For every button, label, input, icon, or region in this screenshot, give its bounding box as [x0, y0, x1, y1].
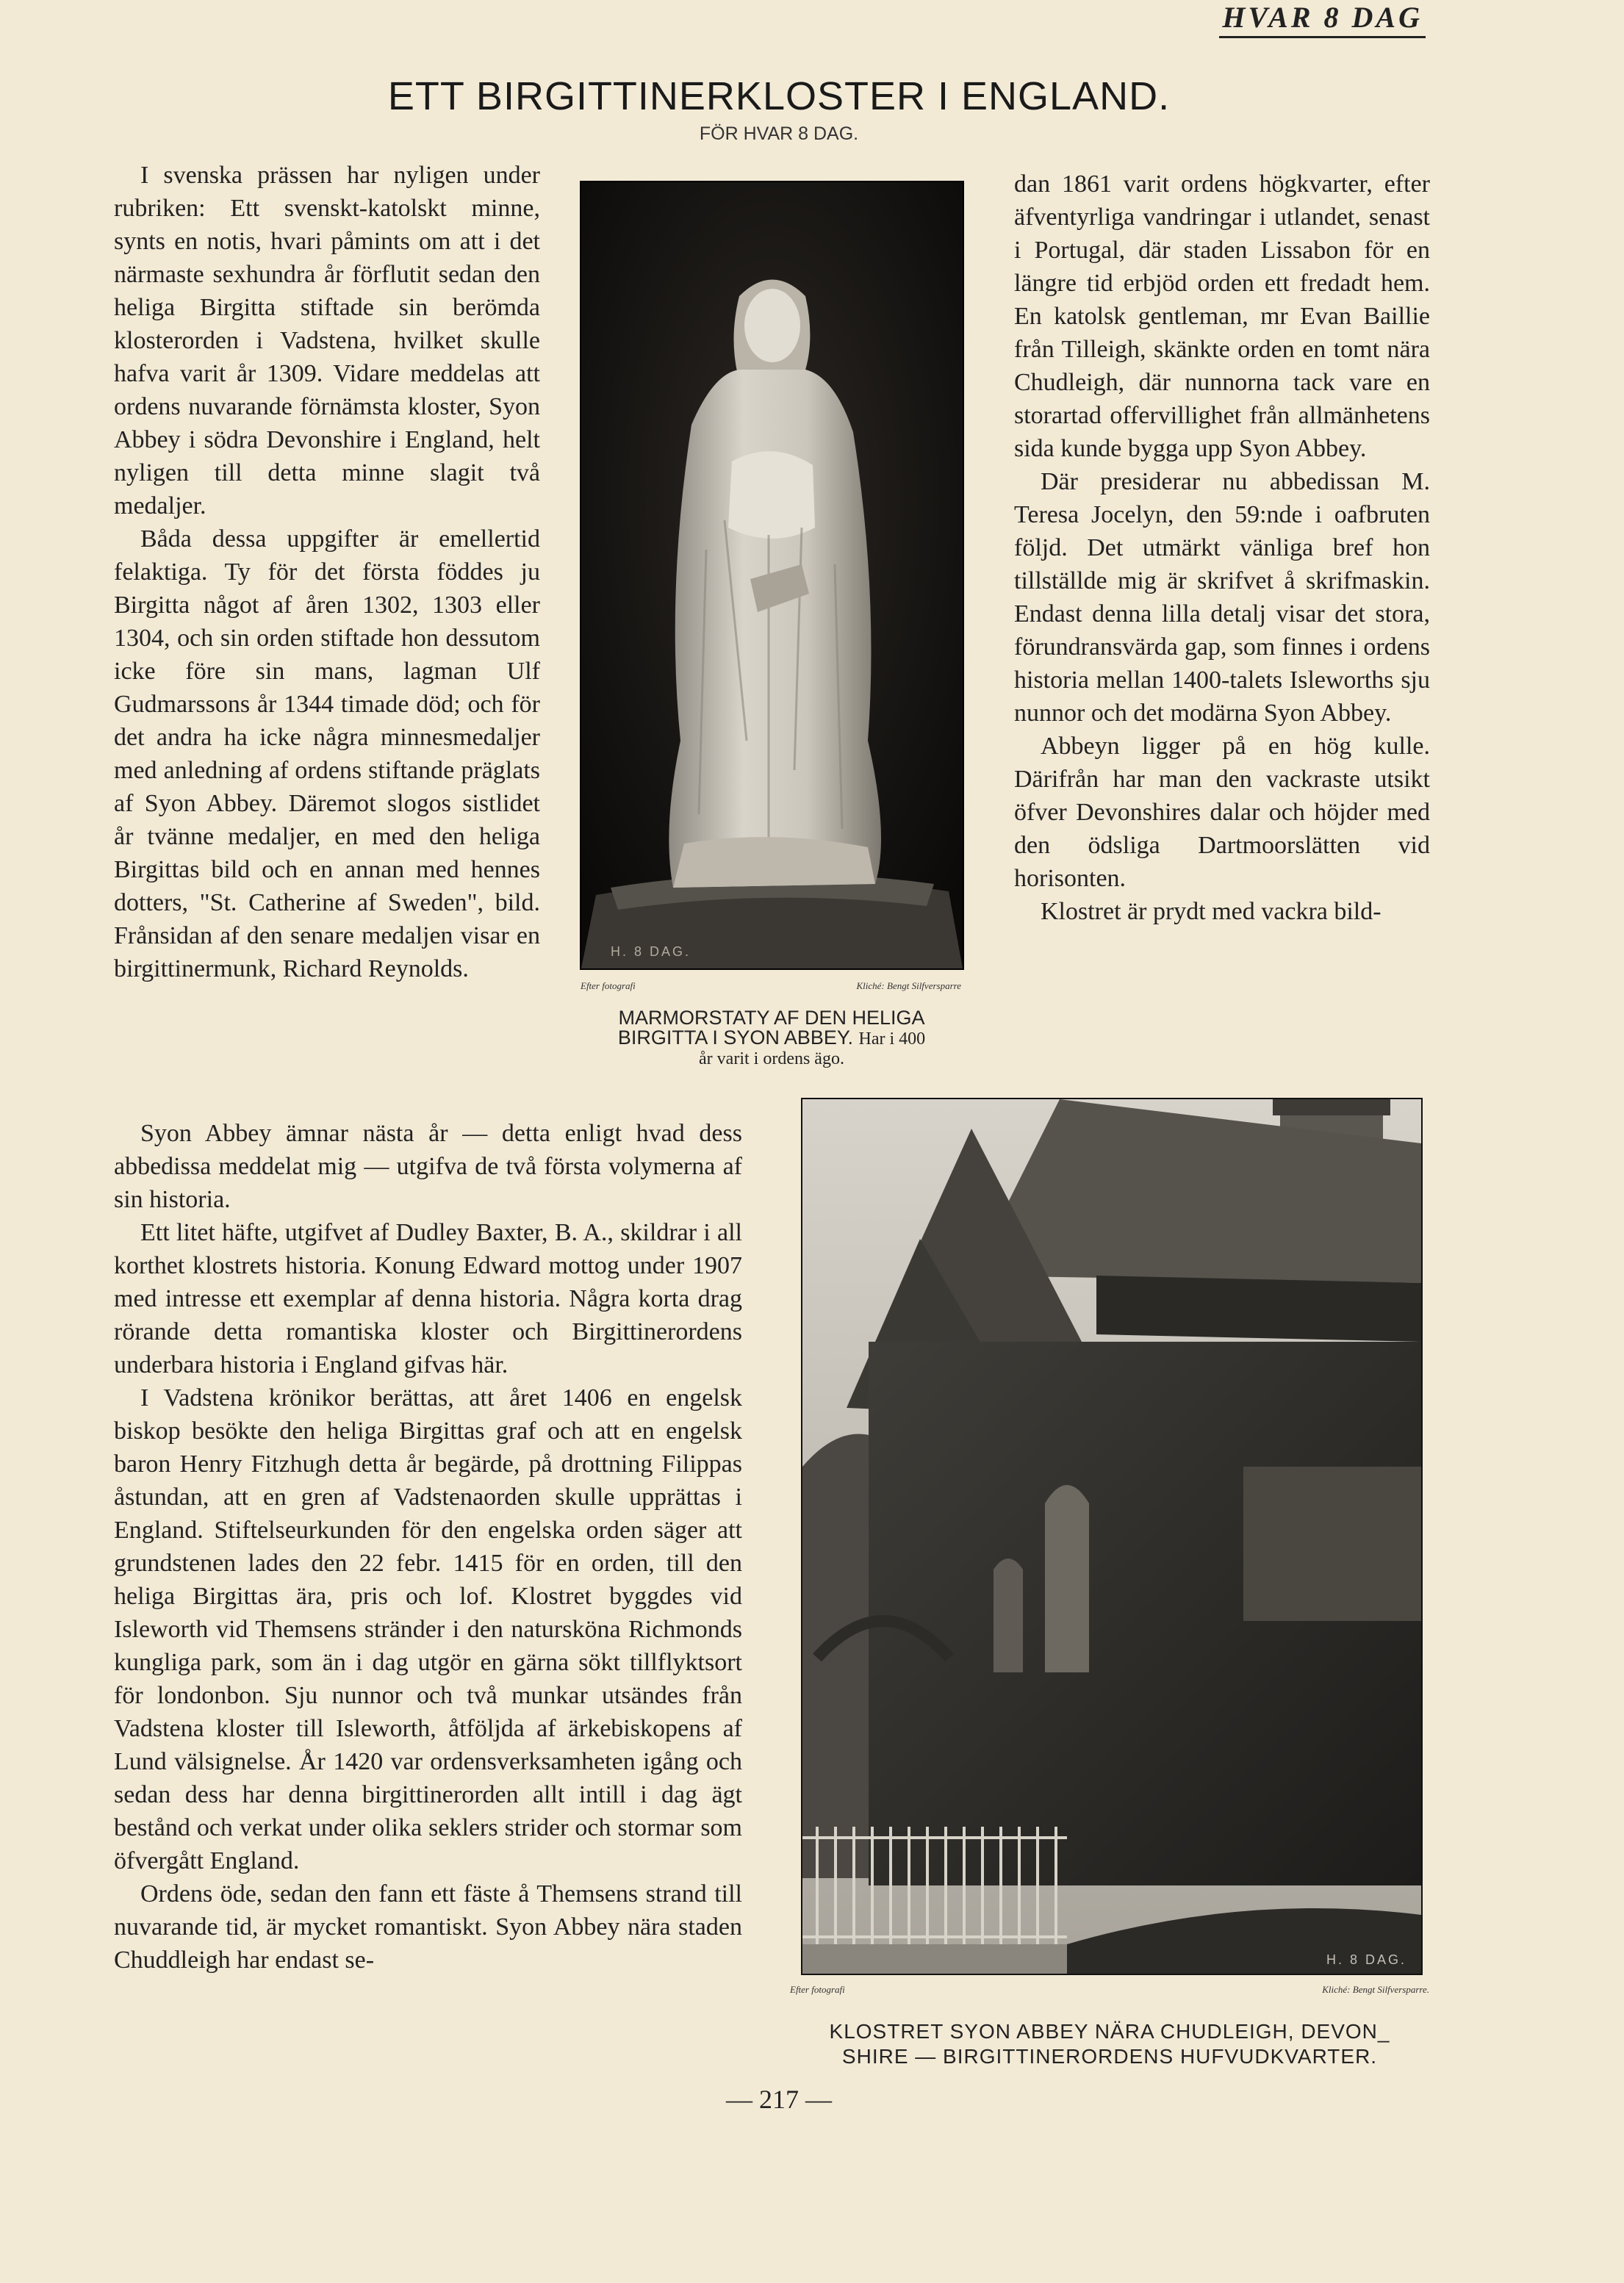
caption-line: KLOSTRET SYON ABBEY NÄRA CHUDLEIGH, DEVON_: [829, 2020, 1390, 2043]
paragraph: Syon Abbey ämnar nästa år — detta enligt hvad dess abbedissa meddelat mig — utgifva de två första volymerna af sin historia.: [114, 1120, 742, 1213]
column-right: [1014, 168, 1430, 928]
column-bottom: [114, 1117, 742, 1977]
abbey-illustration: [802, 1099, 1421, 1974]
cliche-credit: Kliché: Bengt Silfversparre: [856, 980, 961, 991]
paragraph: Ordens öde, sedan den fann ett fäste å Themsens strand till nuvarande tid, är mycket romantiskt. Syon Abbey nära staden Chuddleigh har endast se-: [114, 1880, 742, 1974]
page-number: — 217 —: [726, 2085, 832, 2114]
statue-caption: [573, 1008, 970, 1069]
paragraph: Där presiderar nu abbedissan M. Teresa Jocelyn, den 59:nde i oafbruten följd. Det utmärkt vänliga bref hon tillställde mig är skrifvet å skrifmaskin. Endast denna lilla detalj visar det stora, förundransvärda gap, som finnes i ordens historia mellan 1400-talets Isleworths sju nunnor och det modärna Syon Abbey.: [1014, 468, 1430, 727]
article-subtitle: FÖR HVAR 8 DAG.: [699, 123, 859, 144]
running-head: HVAR 8 DAG: [1219, 0, 1426, 38]
paragraph: I Vadstena krönikor berättas, att året 1406 en engelsk biskop besökte den heliga Birgittas graf och att en engelsk baron Henry Fitzhugh detta år begärde, på drottning Filippas åstundan, att en gren af Vadstenaorden skulle upprättas i England. Stiftelseurkunden för den engelska orden säger att grundstenen lades den 22 febr. 1415 för en orden, till den heliga Birgittas ära, pris och lof. Klostret byggdes vid Isleworth vid Themsens stränder i den natursköna Richmonds kungliga park, som än i dag utgör en gärna sökt tillflyktsort för londonbon. Sju nunnor och två munkar utsändes från Vadstena kloster till Isleworth, åtföljda af ärkebiskopens af Lund välsignelse. År 1420 var ordensverksamheten igång och sedan dess har denna birgittinerorden allt intill i dag ägt bestånd och verkat under olika seklers strider och stormar som öfvergått England.: [114, 1384, 742, 1874]
paragraph: I svenska prässen har nyligen under rubriken: Ett svenskt-katolskt minne, synts en notis, hvari påmints om att i det närmaste sexhundra år förflutit sedan den heliga Birgitta stiftade sin berömda klosterorden i Vadstena, hvilket skulle hafva varit år 1309. Vidare meddelas att ordens nuvarande förnämsta kloster, Syon Abbey i södra Devonshire i England, helt nyligen till detta minne slagit två medaljer.: [114, 162, 540, 519]
abbey-caption: [786, 2019, 1433, 2069]
paragraph: Båda dessa uppgifter är emellertid felaktiga. Ty för det första föddes ju Birgitta något af åren 1302, 1303 eller 1304, och sin orden stiftade hon dessutom icke före sin mans, lagman Ulf Gudmarssons år 1344 timade död; och för det andra ha icke några minnesmedaljer med anledning af ordens stiftande präglats af Syon Abbey. Däremot slogos sistlidet år tvänne medaljer, en med den heliga Birgittas bild och en annan med hennes dotters, "St. Catherine af Sweden", bild. Frånsidan af den senare medaljen visar en birgittinermunk, Richard Reynolds.: [114, 525, 540, 982]
cliche-credit: Kliché: Bengt Silfversparre.: [1322, 1984, 1429, 1995]
caption-note: Har i 400: [858, 1029, 926, 1049]
paragraph: Abbeyn ligger på en hög kulle. Därifrån har man den vackraste utsikt öfver Devonshires dalar och höjder med den ödsliga Dartmoorslätten vid horisonten.: [1014, 733, 1430, 892]
photo-credit: Efter fotografi: [581, 980, 636, 991]
paragraph: Klostret är prydt med vackra bild-: [1041, 898, 1382, 925]
abbey-credit-line: [790, 1984, 1429, 1996]
abbey-photograph: [801, 1098, 1423, 1975]
paragraph: dan 1861 varit ordens högkvarter, efter äfventyrliga vandringar i utlandet, senast i Portugal, där staden Lissabon för en längre tid erbjöd orden ett fredadt hem. En katolsk gentleman, mr Evan Baillie från Tilleigh, skänkte orden en tomt nära Chudleigh, där nunnorna tack vare en storartad offervillighet från allmänhetens sida kunde bygga upp Syon Abbey.: [1014, 170, 1430, 462]
photo-credit: Efter fotografi: [790, 1984, 845, 1995]
statue-illustration: [581, 182, 963, 968]
article-title: ETT BIRGITTINERKLOSTER I ENGLAND.: [387, 74, 1171, 118]
caption-line: SHIRE — BIRGITTINERORDENS HUFVUDKVARTER.: [841, 2045, 1378, 2068]
photo-stamp: H. 8 DAG.: [1326, 1952, 1406, 1967]
paragraph: Ett litet häfte, utgifvet af Dudley Baxter, B. A., skildrar i all korthet klostrets historia. Konung Edward mottog under 1907 med intresse ett exemplar af denna historia. Några korta drag rörande detta romantiska kloster och Birgittinerordens underbara historia i England gifvas här.: [114, 1219, 742, 1378]
caption-line: BIRGITTA I SYON ABBEY.: [617, 1027, 853, 1049]
caption-note: år varit i ordens ägo.: [699, 1049, 844, 1068]
photo-stamp: H. 8 DAG.: [611, 944, 691, 959]
statue-photograph: [580, 181, 964, 970]
caption-line: MARMORSTATY AF DEN HELIGA: [618, 1007, 925, 1029]
column-left: [114, 159, 540, 985]
statue-credit-line: [581, 980, 961, 992]
